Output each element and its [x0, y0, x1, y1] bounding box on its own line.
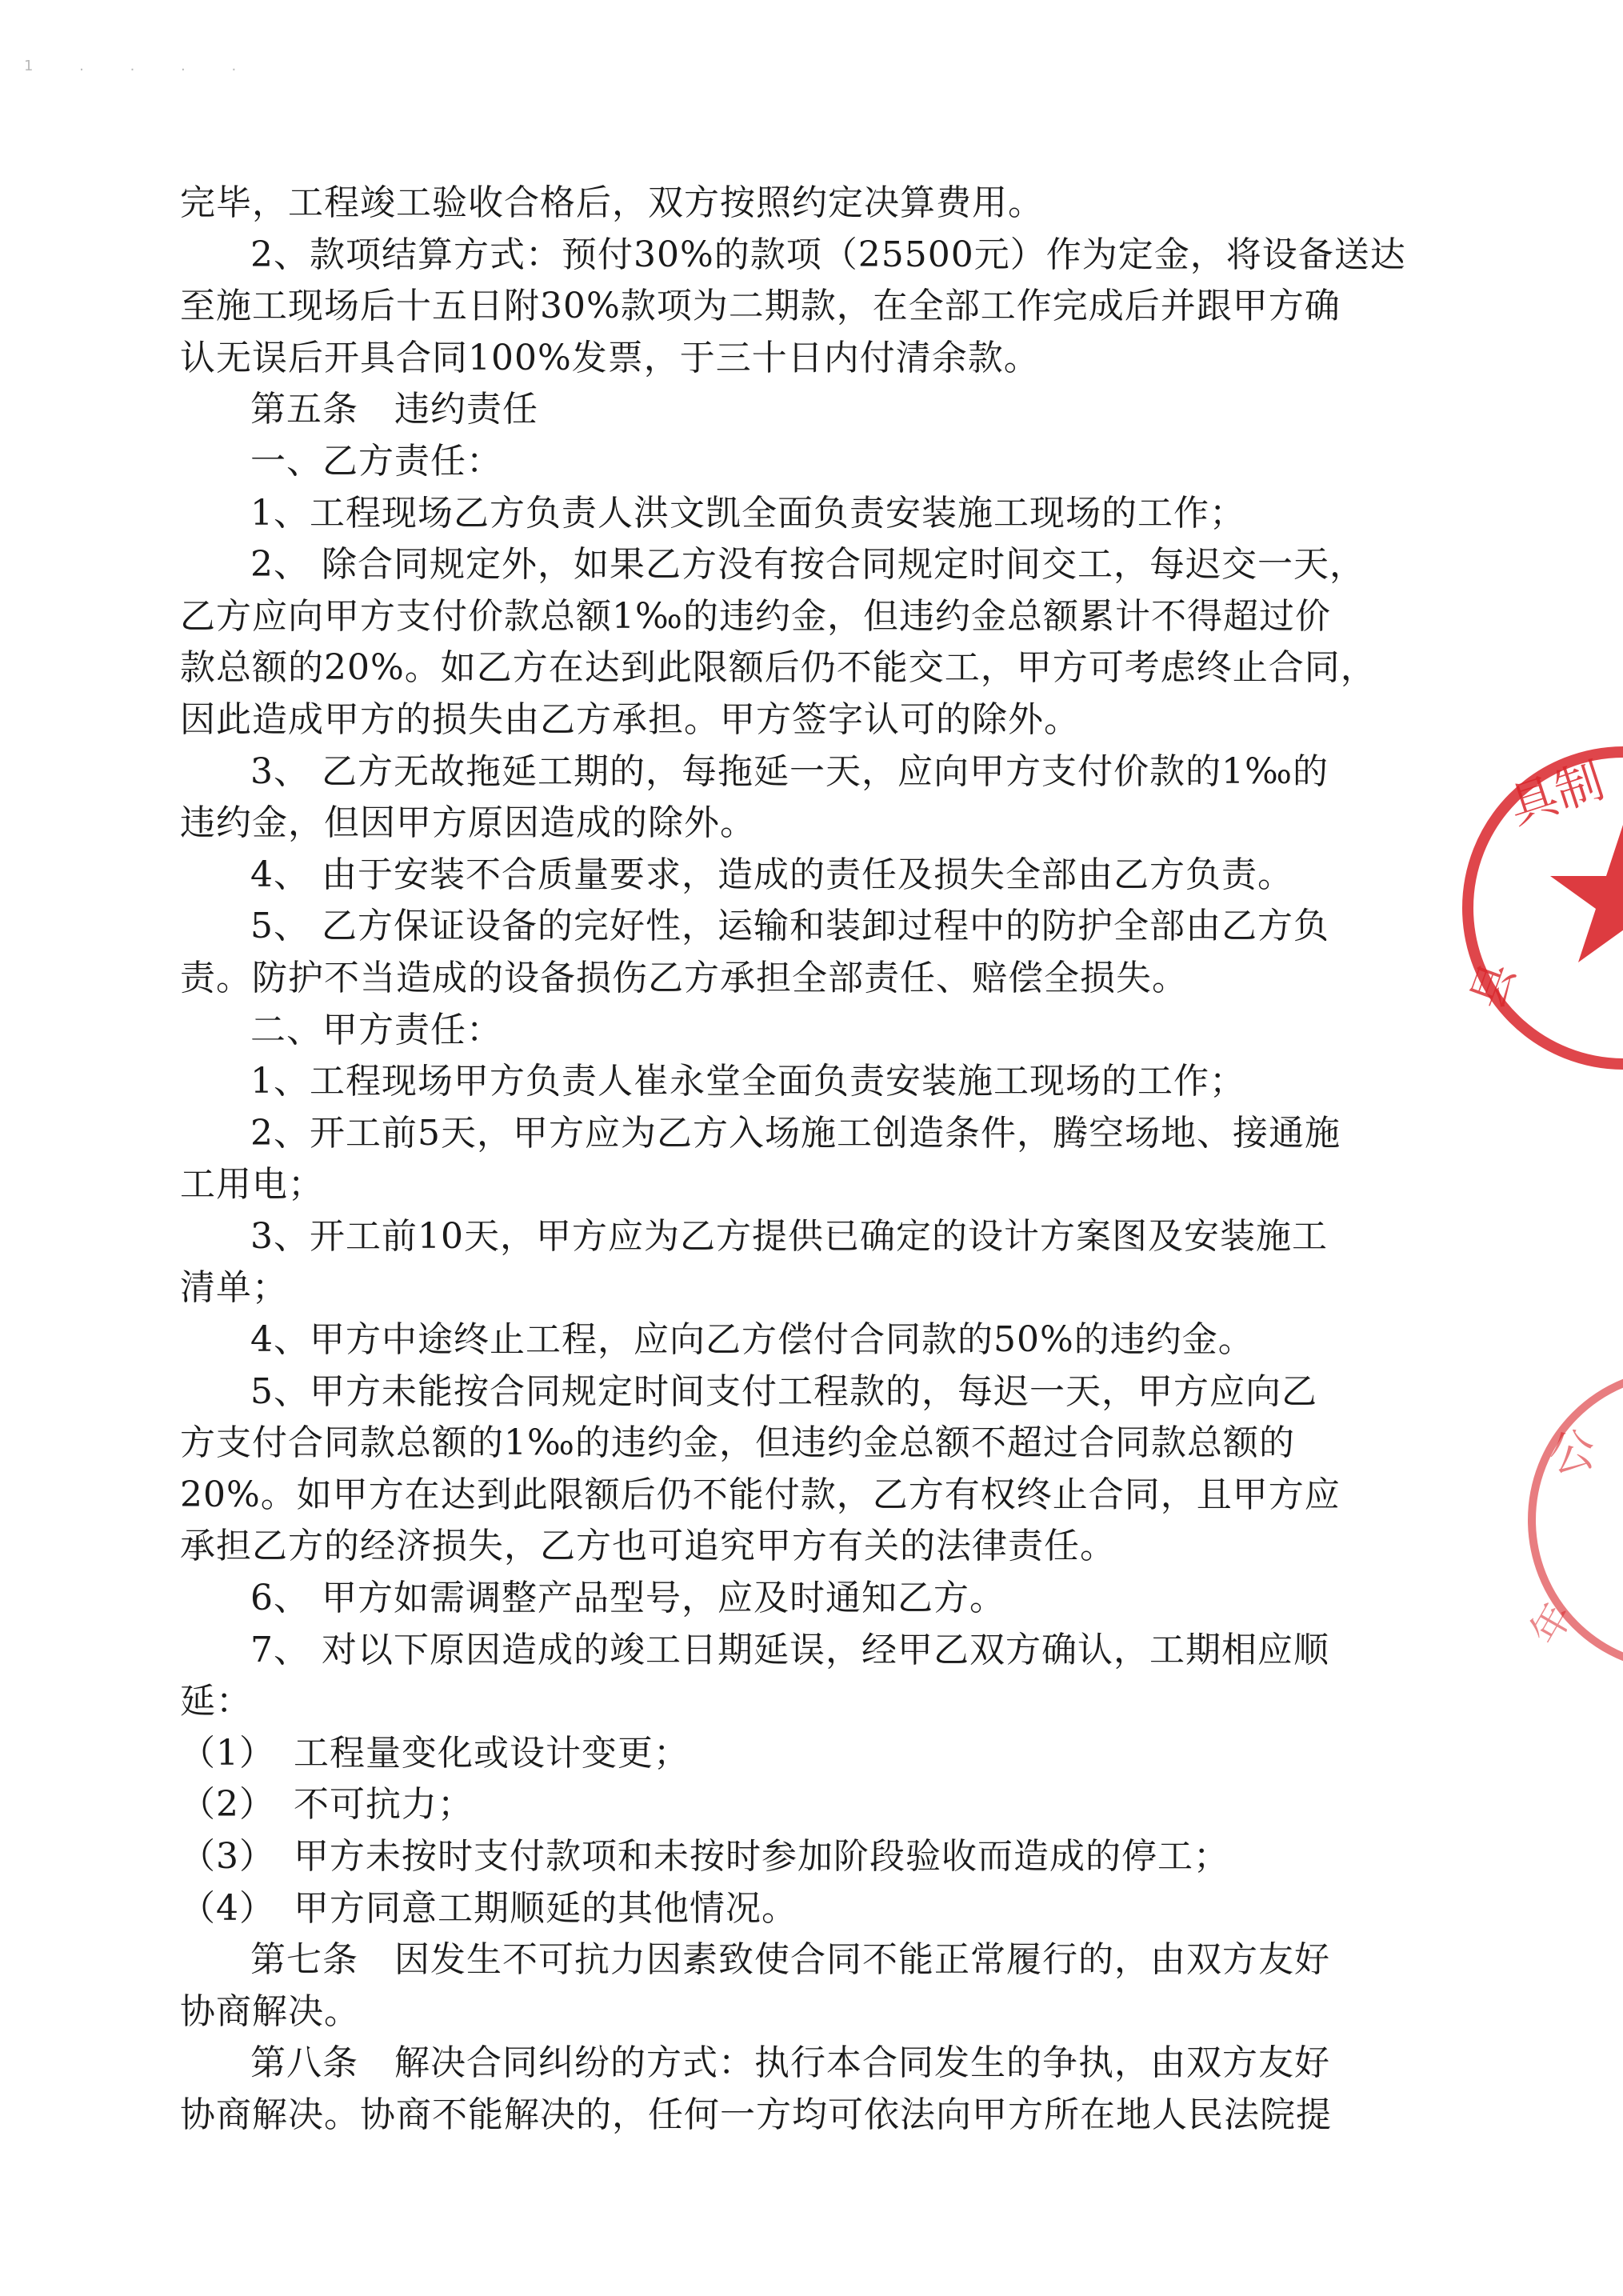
text-line: 认无误后开具合同100%发票，于三十日内付清余款。 [180, 337, 1040, 378]
text-line: 完毕，工程竣工验收合格后，双方按照约定决算费用。 [180, 182, 1044, 223]
text-line: 延： [180, 1681, 252, 1722]
contract-page-body [180, 178, 1416, 2142]
text-line: 2、开工前5天，甲方应为乙方入场施工创造条件，腾空场地、接通施 [250, 1112, 1341, 1154]
text-line: 第八条 解决合同纠纷的方式：执行本合同发生的争执，由双方友好 [250, 2042, 1330, 2084]
text-line: 工用电； [180, 1164, 324, 1206]
text-line: 协商解决。 [180, 1990, 360, 2032]
text-line: 至施工现场后十五日附30%款项为二期款，在全部工作完成后并跟甲方确 [180, 286, 1341, 327]
text-line: （3） 甲方未按时支付款项和未按时参加阶段验收而造成的停工； [180, 1836, 1229, 1877]
text-line: 因此造成甲方的损失由乙方承担。甲方签字认可的除外。 [180, 698, 1080, 740]
text-line: 5、 乙方保证设备的完好性，运输和装卸过程中的防护全部由乙方负 [250, 906, 1329, 947]
text-line: 乙方应向甲方支付价款总额1‰的违约金，但违约金总额累计不得超过价 [180, 595, 1332, 637]
text-line: 3、 乙方无故拖延工期的，每拖延一天，应向甲方支付价款的1‰的 [250, 750, 1329, 792]
text-line: 违约金，但因甲方原因造成的除外。 [180, 802, 756, 844]
seal-text-bottom: 县 [1461, 955, 1526, 1016]
text-line: 5、甲方未能按合同规定时间支付工程款的，每迟一天，甲方应向乙 [250, 1370, 1317, 1412]
seal-star-icon [1550, 822, 1623, 962]
seal-text-top: 具制 [1502, 752, 1611, 836]
text-line: 第七条 因发生不可抗力因素致使合同不能正常履行的，由双方友好 [250, 1939, 1330, 1981]
text-line: 一、乙方责任： [250, 440, 502, 482]
text-line: 二、甲方责任： [250, 1009, 502, 1050]
seal2-text-top: 公 [1544, 1421, 1600, 1483]
text-line: 清单； [180, 1267, 288, 1309]
text-line: 责。防护不当造成的设备损伤乙方承担全部责任、赔偿全损失。 [180, 957, 1188, 998]
text-line: 6、 甲方如需调整产品型号，应及时通知乙方。 [250, 1578, 1005, 1619]
company-seal-top [1456, 736, 1623, 1080]
text-line: 2、 除合同规定外，如果乙方没有按合同规定时间交工，每迟交一天， [250, 544, 1365, 586]
text-line: 2、款项结算方式：预付30%的款项（25500元）作为定金，将设备送达 [250, 234, 1406, 275]
seal2-text-bottom: 年 [1521, 1594, 1582, 1653]
text-line: （4） 甲方同意工期顺延的其他情况。 [180, 1887, 798, 1929]
text-line: 协商解决。协商不能解决的，任何一方均可依法向甲方所在地人民法院提 [180, 2094, 1332, 2135]
text-line: 第五条 违约责任 [250, 389, 538, 430]
text-line: 款总额的20%。如乙方在达到此限额后仍不能交工，甲方可考虑终止合同， [180, 647, 1377, 689]
text-line: 20%。如甲方在达到此限额后仍不能付款，乙方有权终止合同，且甲方应 [180, 1474, 1341, 1515]
text-line: 7、 对以下原因造成的竣工日期延误，经甲乙双方确认，工期相应顺 [250, 1629, 1329, 1670]
company-seal-bottom [1520, 1360, 1623, 1680]
text-line: （1） 工程量变化或设计变更； [180, 1732, 690, 1774]
text-line: 1、工程现场乙方负责人洪文凯全面负责安装施工现场的工作； [250, 492, 1245, 534]
text-line: 3、开工前10天，甲方应为乙方提供已确定的设计方案图及安装施工 [250, 1215, 1328, 1257]
text-line: 4、甲方中途终止工程，应向乙方偿付合同款的50%的违约金。 [250, 1319, 1254, 1361]
text-line: 4、 由于安装不合质量要求，造成的责任及损失全部由乙方负责。 [250, 854, 1293, 895]
text-line: （2） 不可抗力； [180, 1784, 474, 1826]
text-line: 承担乙方的经济损失，乙方也可追究甲方有关的法律责任。 [180, 1526, 1116, 1567]
text-line: 1、工程现场甲方负责人崔永堂全面负责安装施工现场的工作； [250, 1061, 1245, 1102]
scan-marks: 1 . . . . [24, 58, 258, 74]
text-line: 方支付合同款总额的1‰的违约金，但违约金总额不超过合同款总额的 [180, 1422, 1296, 1464]
